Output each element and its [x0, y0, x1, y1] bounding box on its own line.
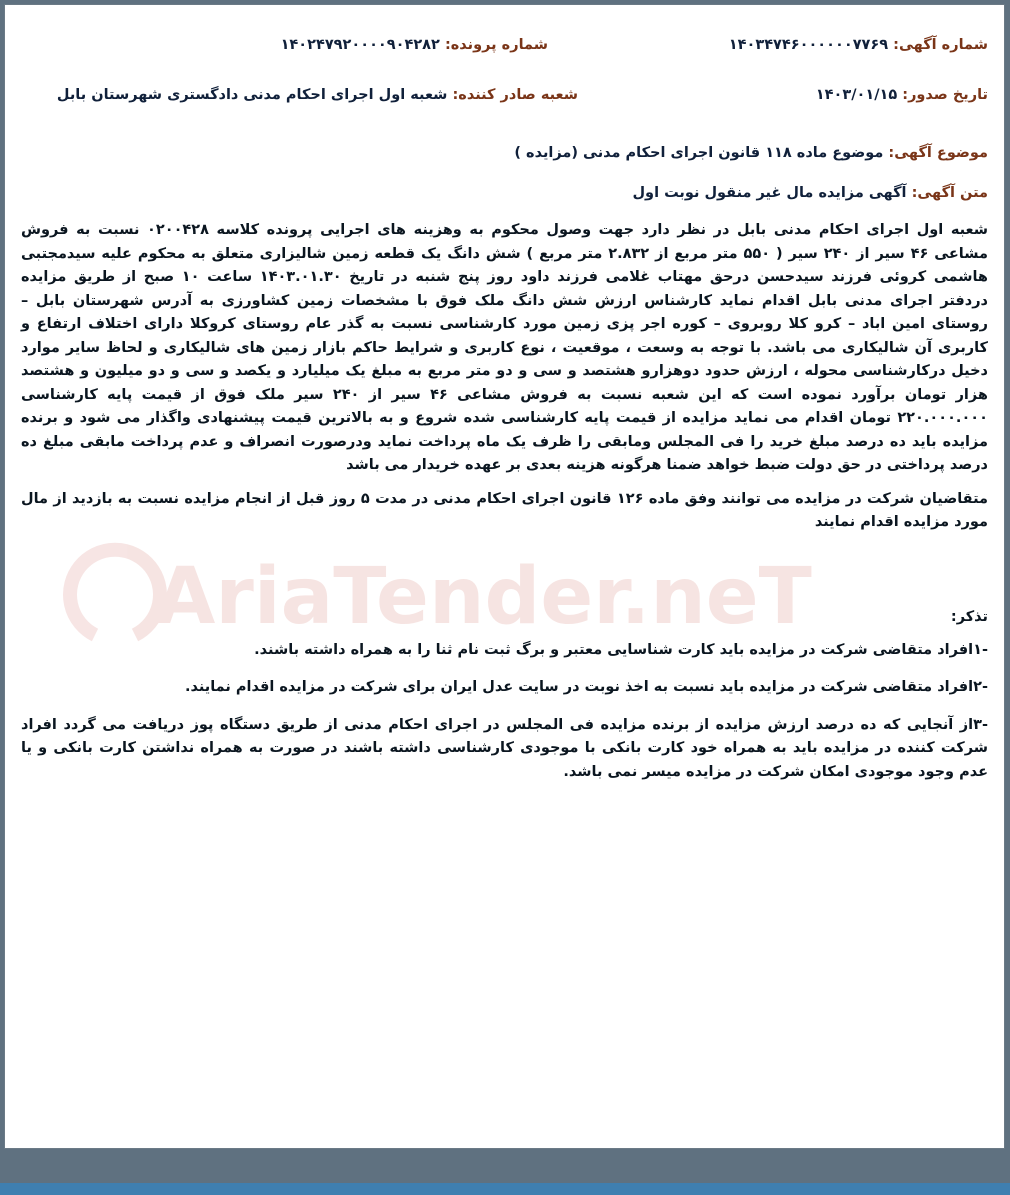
issuer-value: شعبه اول اجرای احکام مدنی دادگستری شهرستان بابل — [56, 87, 448, 103]
issue-date-value: ۱۴۰۳/۰۱/۱۵ — [815, 87, 898, 103]
notice-text-title — [21, 185, 988, 211]
text-title-value: آگهی مزایده مال غیر منقول نوبت اول — [632, 185, 907, 201]
notice-paragraph-1: شعبه اول اجرای احکام مدنی بابل در نظر دارد جهت وصول محکوم به وهزینه های اجرایی پرونده کلاسه ۰۲۰۰۴۲۸ نسبت به فروش مشاعی ۴۶ سیر از ۲۴۰ سیر ( ۵۵۰ متر مربع از ۲.۸۳۲ متر مربع ) شش دانگ یک قطعه زمین شالیزاری متعلق به محکوم علیه سیدمجتبی هاشمی کروئی فرزند سیدحسن درحق مهتاب غلامی فرزند داود روز پنج شنبه در تاریخ ۱۴۰۳.۰۱.۳۰ ساعت ۱۰ صبح از طریق مزایده دردفتر اجرای مدنی بابل اقدام نماید کارشناس ارزش شش دانگ ملک فوق با مشخصات زمین کشاورزی به آدرس شهرستان بابل – روستای امین اباد – کرو کلا روبروی – کوره اجر پزی زمین مورد کارشناسی نسبت به گذر عام روستای کروکلا دارای اختلاف ارتفاع و کاربری آن شالیکاری می باشد. با توجه به وسعت ، موقعیت ، نوع کاربری و شرایط حاکم بازار زمین های شالیکاری و لحاظ سایر موارد دخیل درکارشناسی محوله ، ارزش حدود دوهزارو هشتصد و سی و دو متر مربع به مبلغ یک میلیارد و یکصد و سی و دو میلیون و هشتصد هزار تومان برآورد نموده است که این شعبه نسبت به فروش مشاعی ۴۶ سیر از ۲۴۰ سیر ملک فوق از قیمت پایه کارشناسی ۲۲۰.۰۰۰.۰۰۰ تومان اقدام می نماید مزایده از قیمت پایه کارشناسی شده شروع و به بالاترین قیمت پیشنهادی واگذار می شود و برنده مزایده باید ده درصد مبلغ خرید را فی المجلس ومابقی را ظرف یک ماه پرداخت نماید ودرصورت انصراف و عدم پرداخت مابقی مبلغ ده درصد پرداختی در حق دولت ضبط خواهد ضمنا هرگونه هزینه بعدی بر عهده خریدار می باشد — [21, 222, 989, 473]
note-item-2: -۲افراد متقاضی شرکت در مزایده باید نسبت به اخذ نوبت در سایت عدل ایران برای شرکت در مزایده اقدام نمایند. — [184, 679, 988, 695]
issuer-label: شعبه صادر کننده: — [452, 87, 578, 103]
notice-subject — [21, 145, 988, 185]
window-bottom-strip — [0, 1183, 1010, 1195]
notice-number — [729, 37, 988, 53]
case-number-value: ۱۴۰۲۴۷۹۲۰۰۰۰۹۰۴۲۸۲ — [280, 37, 440, 53]
case-number-label: شماره پرونده: — [444, 37, 548, 53]
note-item-3: -۳از آنجایی که ده درصد ارزش مزایده از برنده مزایده فی المجلس در اجرای احکام مدنی از طریق دستگاه پوز دریافت می گردد افراد شرکت کننده در مزایده باید به همراه خود کارت بانکی با موجودی کارشناسی داشته باشند در صورت به همراه نداشتن کارت بانکی و یا عدم وجود موجودی امکان شرکت در مزایده میسر نمی باشد. — [21, 716, 988, 780]
notice-paragraph-2: متقاضیان شرکت در مزایده می توانند وفق ماده ۱۲۶ قانون اجرای احکام مدنی در مدت ۵ روز قبل از انجام مزایده نسبت به بازدید از مال مورد مزایده اقدام نمایند — [21, 490, 988, 530]
notice-number-value: ۱۴۰۳۴۷۴۶۰۰۰۰۰۰۷۷۶۹ — [728, 37, 889, 53]
text-title-label: متن آگهی: — [911, 185, 988, 201]
notice-content — [5, 5, 1004, 1148]
issuer — [57, 87, 578, 103]
issue-date — [816, 87, 988, 103]
notes-title: تذکر: — [950, 608, 988, 625]
case-number — [281, 37, 548, 53]
header-row-1 — [21, 37, 988, 87]
watermark-text: AriaTender.neT — [155, 552, 812, 642]
notice-panel — [4, 4, 1005, 1149]
subject-label: موضوع آگهی: — [888, 145, 988, 161]
subject-value: موضوع ماده ۱۱۸ قانون اجرای احکام مدنی (مزایده ) — [514, 145, 884, 161]
header-row-2 — [21, 87, 988, 145]
notice-number-label: شماره آگهی: — [893, 37, 988, 53]
note-item-1: -۱افراد متقاضی شرکت در مزایده باید کارت شناسایی معتبر و برگ ثبت نام ثنا را به همراه داشته باشند. — [254, 641, 988, 658]
issue-date-label: تاریخ صدور: — [902, 87, 988, 103]
